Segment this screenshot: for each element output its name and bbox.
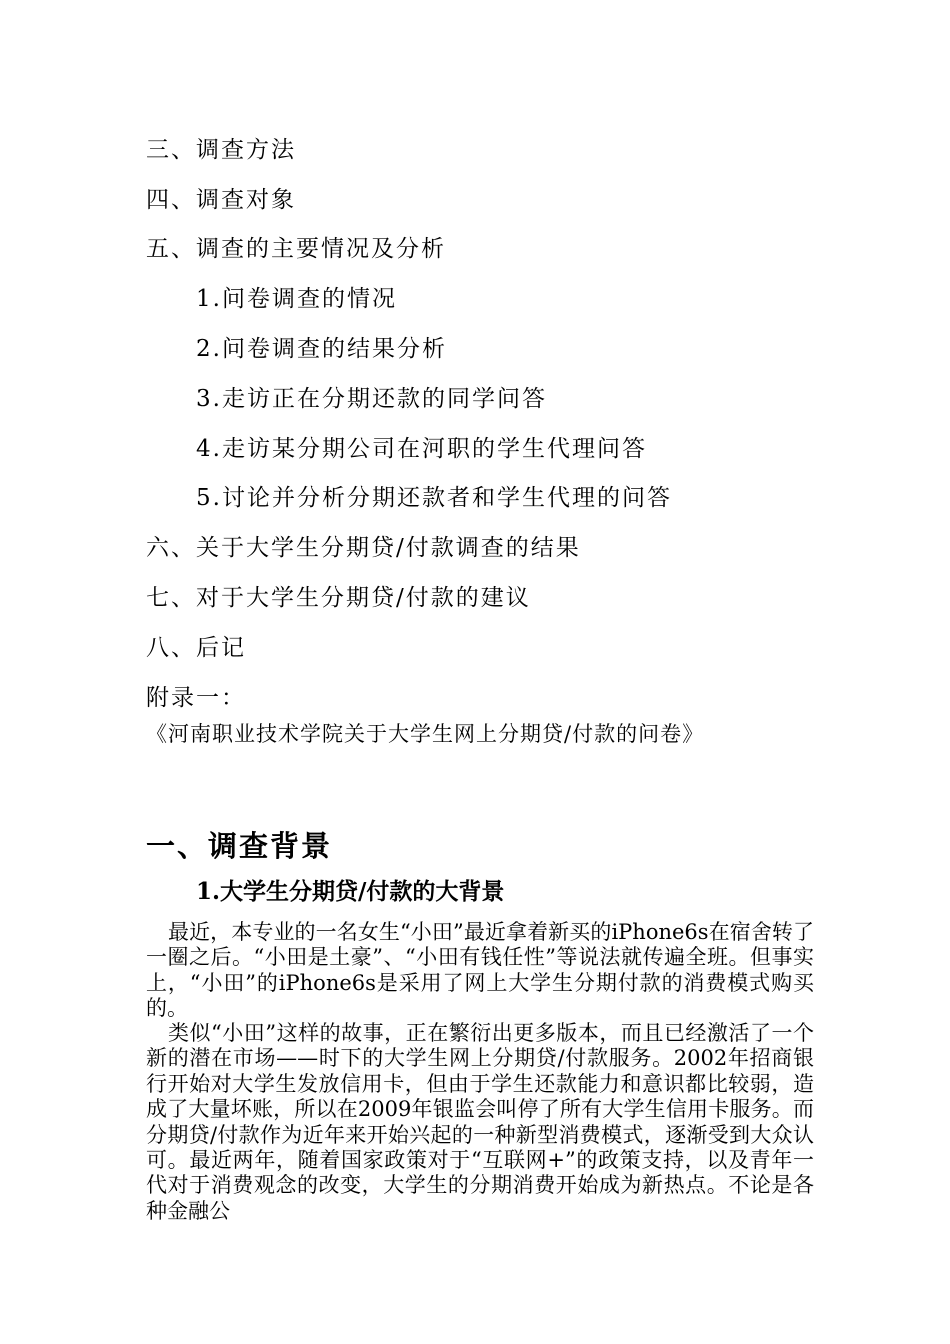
appendix-label: 附录一： [146,685,246,711]
toc-item-suggestions: 七、对于大学生分期贷/付款的建议 [146,585,531,611]
toc-item-results: 六、关于大学生分期贷/付款调查的结果 [146,535,581,561]
toc-subitem-questionnaire-analysis: 2.问卷调查的结果分析 [196,336,447,362]
toc-item-main-findings: 五、调查的主要情况及分析 [146,236,446,262]
section-subheading: 1.大学生分期贷/付款的大背景 [196,878,505,905]
body-paragraph: 类似“小田”这样的故事，正在繁衍出更多版本，而且已经激活了一个新的潜在市场——时下的大学生网上分期贷/付款服务。2002年招商银行开始对大学生发放信用卡，但由于学生还款能力和意识都比较弱，造成了大量坏账，所以在2009年银监会叫停了所有大学生信用卡服务。而分期贷/付款作为近年来开始兴起的一种新型消费模式，逐渐受到大众认可。最近两年，随着国家政策对于“互联网+”的政策支持，以及青年一代对于消费观念的改变，大学生的分期消费开始成为新热点。不论是各种金融公 [146,1021,814,1223]
toc-subitem-interview-agent: 4.走访某分期公司在河职的学生代理问答 [196,436,647,462]
body-paragraph: 最近，本专业的一名女生“小田”最近拿着新买的iPhone6s在宿舍转了一圈之后。“小田是土豪”、“小田有钱任性”等说法就传遍全班。但事实上，“小田”的iPhone6s是采用了网上大学生分期付款的消费模式购买的。 [146,920,814,1021]
toc-item-postscript: 八、后记 [146,635,246,661]
toc-subitem-questionnaire: 1.问卷调查的情况 [196,286,397,312]
toc-subitem-interview-students: 3.走访正在分期还款的同学问答 [196,386,547,412]
toc-item-survey-method: 三、调查方法 [146,137,296,163]
toc-item-survey-subject: 四、调查对象 [146,187,296,213]
section-heading: 一、调查背景 [146,829,333,863]
appendix-title: 《河南职业技术学院关于大学生网上分期贷/付款的问卷》 [146,722,705,746]
toc-subitem-discussion: 5.讨论并分析分期还款者和学生代理的问答 [196,485,672,511]
